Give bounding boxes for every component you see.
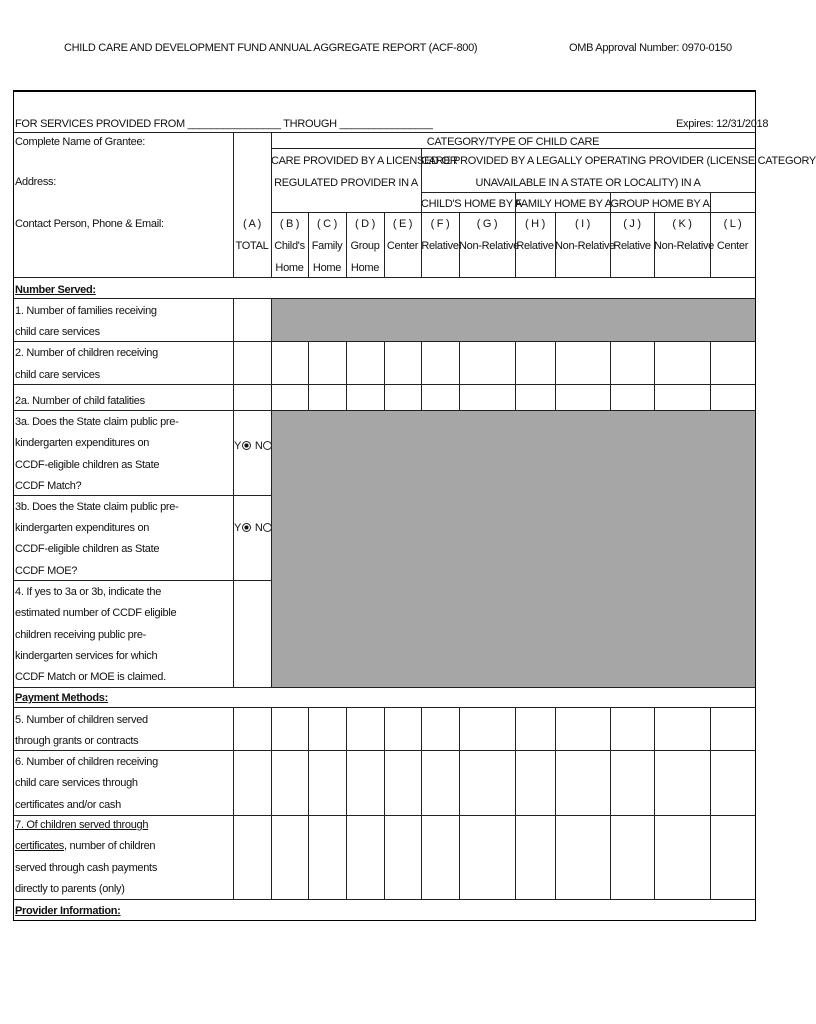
- frame-right: [755, 90, 756, 920]
- col-name-d: Group: [350, 240, 380, 252]
- divider: [271, 707, 272, 899]
- licensed-header-2: REGULATED PROVIDER IN A: [274, 177, 418, 189]
- row-6-label: certificates and/or cash: [15, 799, 121, 811]
- q3b-yes-label: Y: [234, 522, 242, 534]
- divider: [610, 707, 611, 899]
- divider: [421, 148, 422, 278]
- row-4-label: kindergarten services for which: [15, 650, 158, 662]
- section-payment-methods: Payment Methods:: [15, 692, 108, 704]
- divider: [14, 687, 755, 688]
- q3b-radio-group: [234, 522, 273, 535]
- divider: [459, 707, 460, 899]
- q3a-radio-group: [234, 440, 273, 453]
- col-name-l: Center: [716, 240, 749, 252]
- row-5-label: 5. Number of children served: [15, 714, 148, 726]
- section-number-served: Number Served:: [15, 284, 96, 296]
- report-title: CHILD CARE AND DEVELOPMENT FUND ANNUAL AGGREGATE REPORT (ACF-800): [64, 42, 478, 54]
- frame-top: [13, 90, 756, 92]
- divider: [710, 707, 711, 899]
- shaded-row-1: [271, 299, 755, 341]
- col-letter-a: ( A ): [242, 218, 262, 230]
- row-7-label: [15, 840, 155, 853]
- divider: [610, 341, 611, 410]
- row-7-label: [15, 819, 148, 832]
- divider: [459, 341, 460, 410]
- shaded-rows-3-4: [271, 411, 755, 687]
- divider: [421, 192, 755, 193]
- divider: [346, 707, 347, 899]
- divider: [233, 707, 234, 899]
- divider: [271, 212, 755, 213]
- divider: [14, 410, 755, 411]
- col-name-j: Relative: [613, 240, 651, 252]
- frame-left: [13, 90, 14, 920]
- row-7-text: , number of children: [63, 840, 156, 852]
- category-header: CATEGORY/TYPE OF CHILD CARE: [426, 136, 600, 148]
- row-3a-label: CCDF-eligible children as State: [15, 459, 160, 471]
- row-1-label: child care services: [15, 326, 100, 338]
- divider: [308, 212, 309, 278]
- divider: [14, 899, 755, 900]
- row-1-label: 1. Number of families receiving: [15, 305, 157, 317]
- col-name-b: Child's: [274, 240, 305, 252]
- row-3b-label: kindergarten expenditures on: [15, 522, 150, 534]
- group-home-header: GROUP HOME BY A: [610, 198, 710, 210]
- divider: [654, 341, 655, 410]
- col-name-f: Relative: [421, 240, 459, 252]
- services-period-line[interactable]: FOR SERVICES PROVIDED FROM ________________ THROUGH ________________: [15, 118, 433, 130]
- col-name-d: Home: [350, 262, 380, 274]
- col-letter-f: ( F ): [430, 218, 450, 230]
- licensed-header-1: CARE PROVIDED BY A LICENSED OR: [271, 155, 458, 167]
- row-7-label: served through cash payments: [15, 862, 158, 874]
- divider: [515, 707, 516, 899]
- divider: [421, 341, 422, 410]
- col-name-k: Non-Relative: [654, 240, 714, 252]
- divider: [421, 707, 422, 899]
- divider: [271, 132, 272, 278]
- q3a-no-label: N: [254, 440, 263, 452]
- divider: [610, 192, 611, 278]
- col-name-b: Home: [275, 262, 304, 274]
- q3a-yes-radio[interactable]: [242, 441, 251, 450]
- row-6-label: 6. Number of children receiving: [15, 756, 158, 768]
- divider: [710, 341, 711, 410]
- legal-header-1: CARE PROVIDED BY A LEGALLY OPERATING PROVIDER (LICENSE CATEGORY: [421, 155, 816, 167]
- divider: [384, 707, 385, 899]
- col-name-e: Center: [386, 240, 419, 252]
- divider: [346, 212, 347, 278]
- row-4-label: estimated number of CCDF eligible: [15, 607, 177, 619]
- divider: [308, 341, 309, 410]
- col-letter-k: ( K ): [672, 218, 692, 230]
- col-letter-g: ( G ): [476, 218, 498, 230]
- row-7-text: 7. Of children served through: [15, 819, 149, 831]
- col-letter-i: ( I ): [575, 218, 590, 230]
- section-provider-info: Provider Information:: [15, 905, 121, 917]
- row-4-label: children receiving public pre-: [15, 629, 147, 641]
- col-letter-e: ( E ): [392, 218, 413, 230]
- row-4-label: CCDF Match or MOE is claimed.: [15, 671, 166, 683]
- address-label[interactable]: Address:: [15, 176, 57, 188]
- row-7-text: certificates: [15, 840, 64, 852]
- divider: [515, 341, 516, 410]
- row-2a-label: 2a. Number of child fatalities: [15, 395, 145, 407]
- divider: [384, 341, 385, 410]
- q3a-yes-label: Y: [234, 440, 242, 452]
- row-3b-label: CCDF-eligible children as State: [15, 543, 160, 555]
- col-letter-d: ( D ): [355, 218, 375, 230]
- childs-home-header: CHILD'S HOME BY A: [421, 198, 522, 210]
- col-name-a: TOTAL: [235, 240, 269, 252]
- row-5-label: through grants or contracts: [15, 735, 139, 747]
- row-4-label: 4. If yes to 3a or 3b, indicate the: [15, 586, 162, 598]
- divider: [515, 192, 516, 278]
- col-letter-l: ( L ): [723, 218, 742, 230]
- divider: [384, 212, 385, 278]
- family-home-header: FAMILY HOME BY A: [515, 198, 612, 210]
- col-name-i: Non-Relative: [555, 240, 615, 252]
- row-3a-label: 3a. Does the State claim public pre-: [15, 416, 179, 428]
- grantee-label[interactable]: Complete Name of Grantee:: [15, 136, 146, 148]
- row-6-label: child care services through: [15, 777, 138, 789]
- col-name-c: Home: [312, 262, 342, 274]
- divider: [233, 132, 234, 278]
- col-name-c: Family: [311, 240, 343, 252]
- contact-label[interactable]: Contact Person, Phone & Email:: [15, 218, 164, 230]
- col-letter-c: ( C ): [317, 218, 337, 230]
- row-3a-label: CCDF Match?: [15, 480, 82, 492]
- divider: [14, 132, 755, 133]
- q3b-yes-radio[interactable]: [242, 523, 251, 532]
- divider: [555, 212, 556, 278]
- divider: [555, 341, 556, 410]
- col-letter-h: ( H ): [525, 218, 545, 230]
- row-7-label: directly to parents (only): [15, 883, 125, 895]
- row-3b-label: CCDF MOE?: [15, 565, 78, 577]
- omb-number: OMB Approval Number: 0970-0150: [569, 42, 732, 54]
- expires-date: Expires: 12/31/2018: [676, 118, 769, 130]
- divider: [555, 707, 556, 899]
- row-3b-label: 3b. Does the State claim public pre-: [15, 501, 179, 513]
- divider: [654, 707, 655, 899]
- frame-bottom: [13, 920, 756, 921]
- row-3a-label: kindergarten expenditures on: [15, 437, 150, 449]
- q3b-no-label: N: [254, 522, 263, 534]
- col-name-g: Non-Relative: [459, 240, 519, 252]
- divider: [710, 192, 711, 278]
- divider: [459, 212, 460, 278]
- legal-header-2: UNAVAILABLE IN A STATE OR LOCALITY) IN A: [475, 177, 701, 189]
- divider: [233, 298, 234, 687]
- col-name-h: Relative: [516, 240, 554, 252]
- divider: [654, 212, 655, 278]
- divider: [271, 298, 272, 687]
- divider: [346, 341, 347, 410]
- divider: [308, 707, 309, 899]
- col-letter-j: ( J ): [623, 218, 641, 230]
- row-2-label: 2. Number of children receiving: [15, 347, 158, 359]
- divider: [14, 298, 755, 299]
- row-2-label: child care services: [15, 369, 100, 381]
- col-letter-b: ( B ): [279, 218, 300, 230]
